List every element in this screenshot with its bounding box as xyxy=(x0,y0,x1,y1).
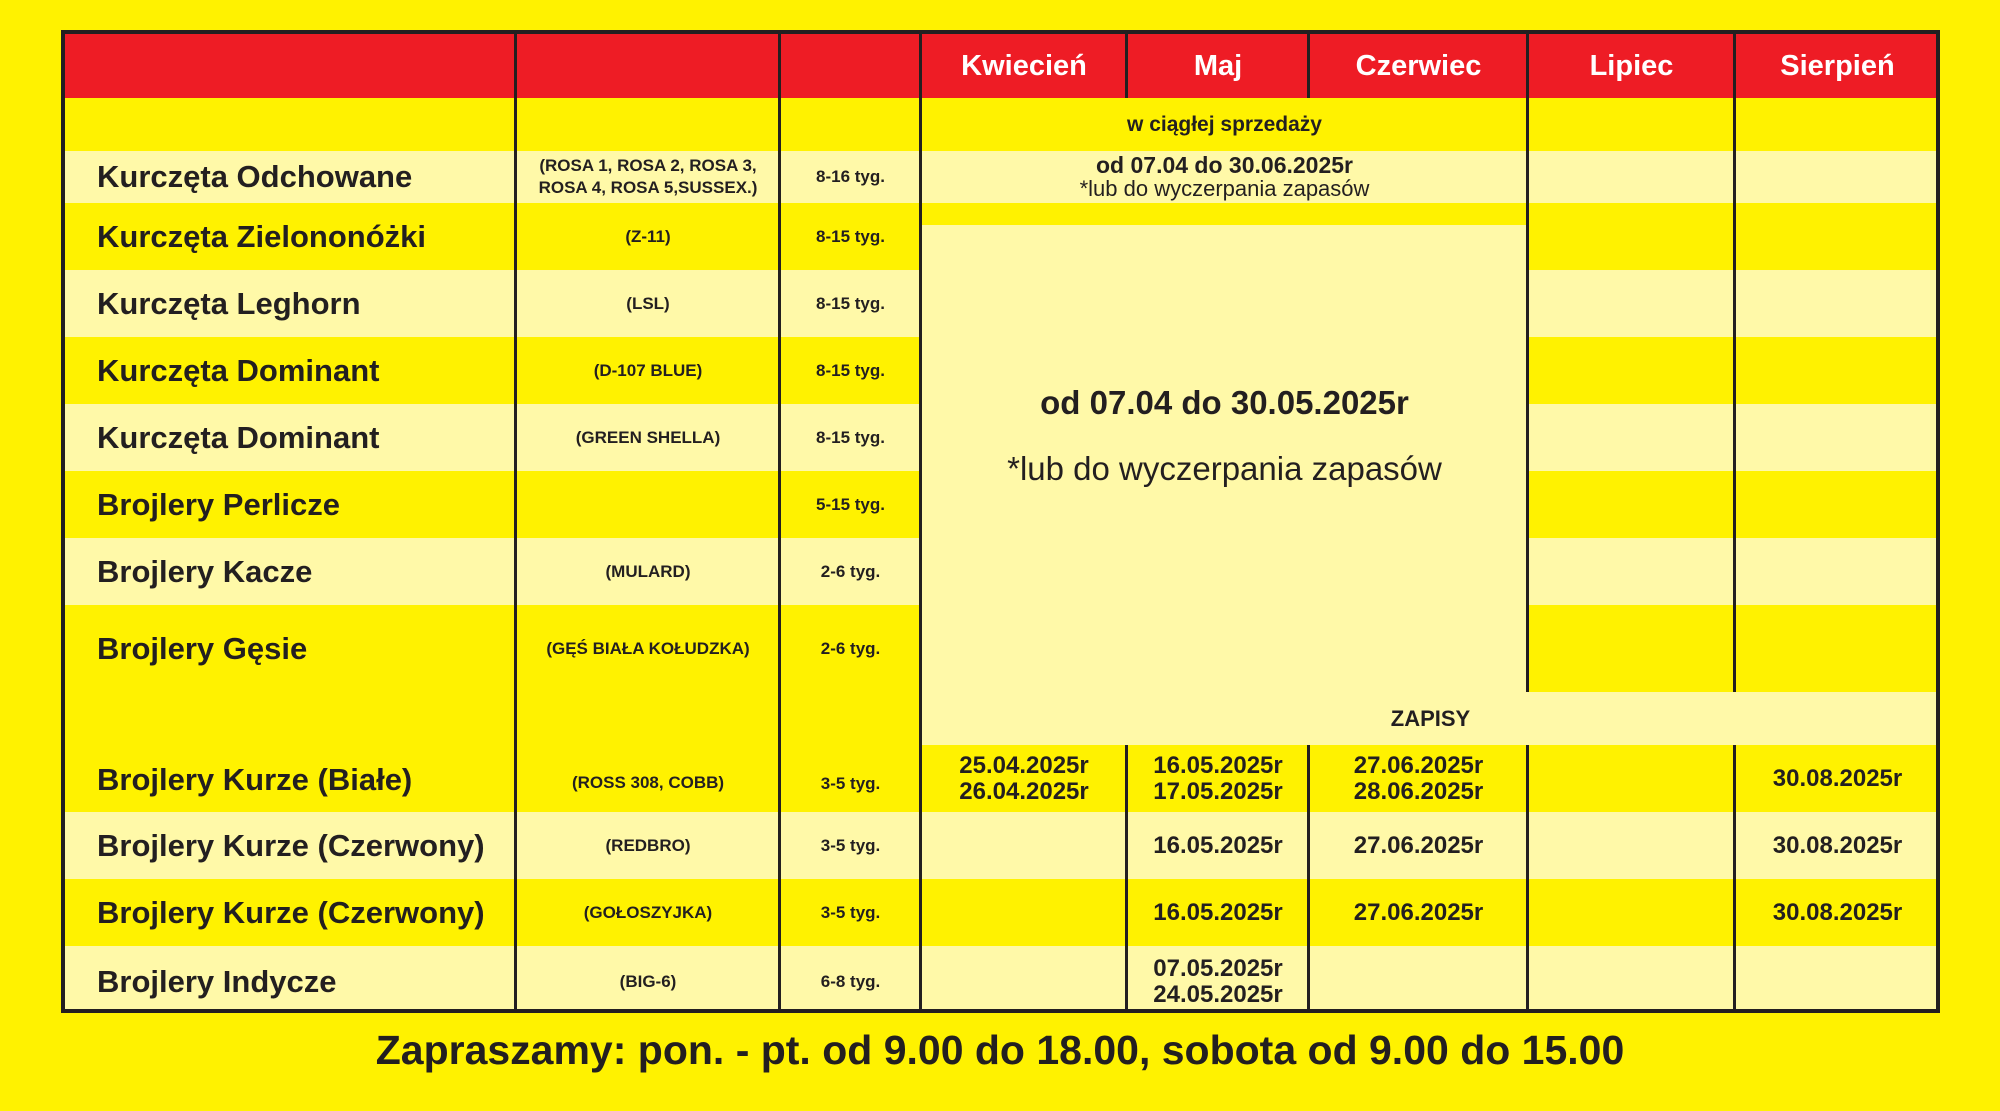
month-cell-empty xyxy=(1528,605,1735,692)
row-name: Kurczęta Odchowane xyxy=(65,151,516,203)
availability-block-chicks xyxy=(921,151,1528,203)
date-cell-lipiec xyxy=(1528,745,1735,812)
month-cell-empty xyxy=(1735,270,1940,337)
banner-continuous-sale: w ciągłej sprzedaży xyxy=(921,98,1528,151)
date-cell-kwiecien xyxy=(921,946,1127,1013)
column-divider xyxy=(1526,34,1529,692)
row-name: Brojlery Kurze (Białe) xyxy=(65,692,516,812)
month-cell-empty xyxy=(1528,151,1735,203)
row-variety: (ROSA 1, ROSA 2, ROSA 3, ROSA 4, ROSA 5,SUSSEX.) xyxy=(516,151,780,203)
row-name: Kurczęta Leghorn xyxy=(65,270,516,337)
signup-date: 17.05.2025r xyxy=(1153,777,1283,805)
date-cell-kwiecien xyxy=(921,745,1127,812)
date-cell-sierpien xyxy=(1735,946,1940,1013)
signup-date: 30.08.2025r xyxy=(1772,898,1903,926)
month-cell-empty xyxy=(1528,404,1735,471)
signup-date: 30.08.2025r xyxy=(1772,831,1903,859)
row-name: Brojlery Gęsie xyxy=(65,605,516,692)
row-age: 6-8 tyg. xyxy=(780,946,921,1013)
column-divider xyxy=(1307,745,1310,1013)
signup-date: 30.08.2025r xyxy=(1772,764,1903,792)
date-cell-czerwiec xyxy=(1309,812,1528,879)
row-age: 8-16 tyg. xyxy=(780,151,921,203)
header-month-sierpien: Sierpień xyxy=(1735,34,1940,98)
signup-date: 27.06.2025r xyxy=(1353,831,1484,859)
column-divider xyxy=(1733,34,1736,692)
date-cell-czerwiec xyxy=(1309,745,1528,812)
header-month-czerwiec: Czerwiec xyxy=(1309,34,1528,98)
column-divider xyxy=(919,34,922,1013)
signup-date: 16.05.2025r xyxy=(1153,751,1283,779)
date-cell-maj xyxy=(1127,745,1309,812)
row-variety: (GOŁOSZYJKA) xyxy=(516,879,780,946)
row-age: 8-15 tyg. xyxy=(780,270,921,337)
header-cell-variety xyxy=(516,34,780,98)
signup-date: 16.05.2025r xyxy=(1153,831,1283,859)
availability-block-large xyxy=(921,225,1528,716)
schedule-table xyxy=(61,30,1940,1013)
row-age: 8-15 tyg. xyxy=(780,203,921,270)
row-name: Kurczęta Zielononóżki xyxy=(65,203,516,270)
header-month-lipiec: Lipiec xyxy=(1528,34,1735,98)
date-cell-czerwiec xyxy=(1309,946,1528,1013)
signup-date: 28.06.2025r xyxy=(1353,777,1484,805)
month-cell-empty xyxy=(1528,337,1735,404)
header-cell-age xyxy=(780,34,921,98)
row-age: 3-5 tyg. xyxy=(780,692,921,812)
row-variety: (ROSS 308, COBB) xyxy=(516,692,780,812)
row-variety: (Z-11) xyxy=(516,203,780,270)
row-name: Brojlery Kurze (Czerwony) xyxy=(65,812,516,879)
row-name: Kurczęta Dominant xyxy=(65,337,516,404)
month-cell-empty xyxy=(1735,337,1940,404)
column-divider xyxy=(1733,745,1736,1013)
row-variety: (GĘŚ BIAŁA KOŁUDZKA) xyxy=(516,605,780,692)
month-cell-empty xyxy=(1735,203,1940,270)
month-cell-empty xyxy=(1735,538,1940,605)
date-cell-sierpien xyxy=(1735,879,1940,946)
month-cell-empty xyxy=(1528,270,1735,337)
header-month-maj: Maj xyxy=(1127,34,1309,98)
date-cell-lipiec xyxy=(1528,946,1735,1013)
row-age: 8-15 tyg. xyxy=(780,337,921,404)
availability-note-large: *lub do wyczerpania zapasów xyxy=(1007,449,1442,487)
row-name: Brojlery Perlicze xyxy=(65,471,516,538)
signup-date: 26.04.2025r xyxy=(959,777,1089,805)
row-age: 5-15 tyg. xyxy=(780,471,921,538)
signup-date: 16.05.2025r xyxy=(1153,898,1283,926)
column-divider xyxy=(514,34,517,1013)
date-cell-sierpien xyxy=(1735,745,1940,812)
row-name: Brojlery Indycze xyxy=(65,946,516,1013)
spacer xyxy=(921,203,1528,225)
signup-date: 07.05.2025r xyxy=(1153,954,1283,982)
row-variety: (BIG-6) xyxy=(516,946,780,1013)
signup-date: 27.06.2025r xyxy=(1353,898,1484,926)
date-cell-kwiecien xyxy=(921,879,1127,946)
signup-date: 27.06.2025r xyxy=(1353,751,1484,779)
date-cell-maj xyxy=(1127,812,1309,879)
row-variety: (GREEN SHELLA) xyxy=(516,404,780,471)
date-cell-czerwiec xyxy=(1309,879,1528,946)
column-divider xyxy=(1526,745,1529,1013)
month-cell-empty xyxy=(1528,203,1735,270)
row-variety: (REDBRO) xyxy=(516,812,780,879)
column-divider xyxy=(1307,34,1310,98)
row-age: 2-6 tyg. xyxy=(780,605,921,692)
month-cell-empty xyxy=(1735,605,1940,692)
row-variety xyxy=(516,471,780,538)
column-divider xyxy=(1125,34,1128,98)
row-name: Brojlery Kurze (Czerwony) xyxy=(65,879,516,946)
month-cell-empty xyxy=(1528,471,1735,538)
row-name: Kurczęta Dominant xyxy=(65,404,516,471)
signup-date: 25.04.2025r xyxy=(959,751,1089,779)
row-age: 3-5 tyg. xyxy=(780,879,921,946)
availability-range-large: od 07.04 do 30.05.2025r xyxy=(1040,383,1409,421)
opening-hours: Zapraszamy: pon. - pt. od 9.00 do 18.00, sobota od 9.00 do 15.00 xyxy=(375,1026,1625,1073)
row-variety: (MULARD) xyxy=(516,538,780,605)
row-age: 2-6 tyg. xyxy=(780,538,921,605)
date-cell-maj xyxy=(1127,946,1309,1013)
row-variety: (D-107 BLUE) xyxy=(516,337,780,404)
month-cell-empty xyxy=(1735,471,1940,538)
month-cell-empty xyxy=(1528,538,1735,605)
date-cell-lipiec xyxy=(1528,812,1735,879)
column-divider xyxy=(1125,745,1128,1013)
header-month-kwiecien: Kwiecień xyxy=(921,34,1127,98)
availability-note: *lub do wyczerpania zapasów xyxy=(1079,176,1370,201)
date-cell-kwiecien xyxy=(921,812,1127,879)
row-variety: (LSL) xyxy=(516,270,780,337)
banner-signup: ZAPISY xyxy=(921,692,1940,745)
date-cell-sierpien xyxy=(1735,812,1940,879)
availability-range: od 07.04 do 30.06.2025r xyxy=(1096,152,1353,178)
column-divider xyxy=(778,34,781,1013)
row-age: 3-5 tyg. xyxy=(780,812,921,879)
date-cell-lipiec xyxy=(1528,879,1735,946)
signup-date: 24.05.2025r xyxy=(1153,980,1283,1008)
date-cell-maj xyxy=(1127,879,1309,946)
month-cell-empty xyxy=(1735,404,1940,471)
header-cell-name xyxy=(65,34,516,98)
row-name: Brojlery Kacze xyxy=(65,538,516,605)
month-cell-empty xyxy=(1735,151,1940,203)
row-age: 8-15 tyg. xyxy=(780,404,921,471)
